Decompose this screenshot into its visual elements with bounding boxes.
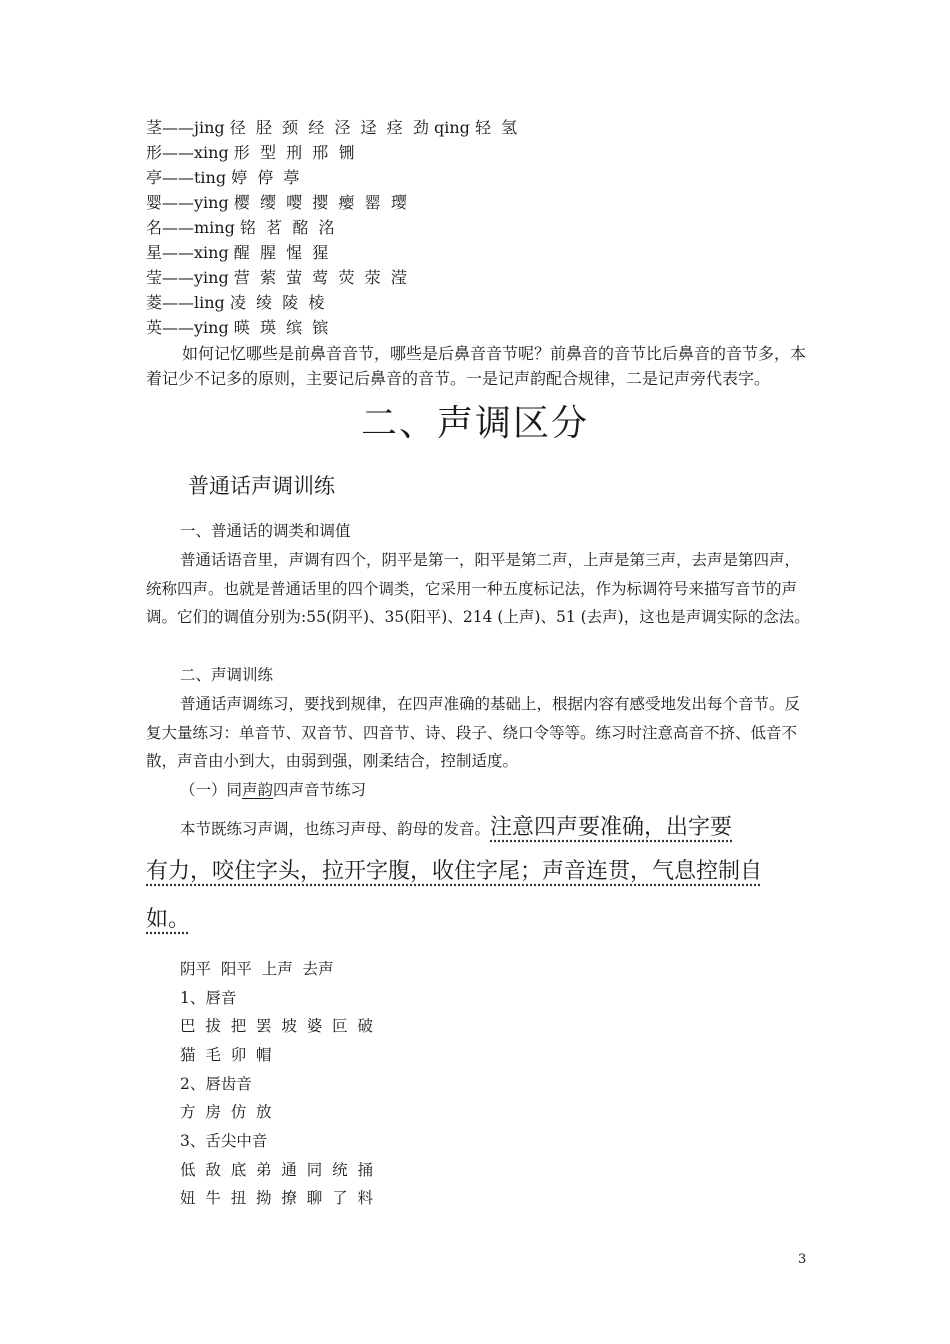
- char-list-line: 茎——jing 径 胫 颈 经 泾 迳 痉 劲 qing 轻 氢: [146, 118, 518, 137]
- char-list-line: 亭——ting 婷 停 葶: [146, 168, 300, 187]
- group-row: 巴 拔 把 罢 坡 婆 叵 破: [180, 1017, 373, 1035]
- intro-paragraph: 如何记忆哪些是前鼻音音节，哪些是后鼻音音节呢？前鼻音的音节比后鼻音的音节多，本着记少不记多的原则，主要记后鼻音的音节。一是记声韵配合规律，二是记声旁代表字。: [146, 344, 807, 388]
- char-list-line: 英——ying 暎 瑛 缤 镔: [146, 318, 329, 337]
- char-list-line: 名——ming 铭 茗 酩 洺: [146, 218, 335, 237]
- section-title: 二、声调区分: [360, 403, 589, 444]
- group-label: 3、舌尖中音: [180, 1132, 268, 1150]
- group-row: 方 房 仿 放: [180, 1103, 272, 1121]
- exercise-intro-line2: [146, 848, 810, 896]
- tone-header: 阴平 阳平 上声 去声: [180, 960, 334, 978]
- exercise-intro-small: 本节既练习声调，也练习声母、韵母的发音。: [180, 820, 491, 838]
- subsection-title: 普通话声调训练: [188, 474, 335, 498]
- page-number: 3: [798, 1252, 807, 1267]
- char-list-line: 星——xing 醒 腥 惺 猩: [146, 243, 329, 262]
- group-row: 低 敌 底 弟 通 同 统 捅: [180, 1161, 373, 1179]
- exercise-heading-pre: （一）同: [180, 781, 243, 799]
- exercise-heading-link[interactable]: 声韵: [242, 781, 274, 799]
- group-label: 2、唇齿音: [180, 1075, 252, 1093]
- exercise-intro-big: 如。: [146, 907, 191, 932]
- part1-heading: 一、普通话的调类和调值: [180, 522, 351, 540]
- exercise-heading: [180, 779, 366, 801]
- exercise-intro-line3: [146, 896, 810, 944]
- exercise-intro-big: 注意四声要准确，出字要: [490, 815, 733, 840]
- part1-paragraph: 普通话语音里，声调有四个，阴平是第一，阳平是第二声，上声是第三声，去声是第四声，统称四声。也就是普通话里的四个调类，它采用一种五度标记法，作为标调符号来描写音节的声调。它们的调值分别为:55(阴平)、35(阳平)、214 (上声)、51 (去声)，这也是声调实际的念法。: [146, 551, 810, 626]
- group-row: 妞 牛 扭 拗 撩 聊 了 料: [180, 1189, 373, 1207]
- char-list-line: 婴——ying 樱 缨 嘤 撄 瘿 罂 璎: [146, 193, 407, 212]
- part2-heading: 二、声调训练: [180, 666, 274, 684]
- group-row: 猫 毛 卯 帽: [180, 1046, 272, 1064]
- char-list-line: 形——xing 形 型 刑 邢 铏: [146, 143, 355, 162]
- char-list-line: 莹——ying 营 萦 萤 莺 荧 荥 滢: [146, 268, 407, 287]
- char-list-line: 菱——ling 凌 绫 陵 棱: [146, 293, 325, 312]
- exercise-intro-line1: [180, 808, 732, 849]
- exercise-intro-big: 有力，咬住字头，拉开字腹，收住字尾；声音连贯，气息控制自: [146, 859, 763, 884]
- group-label: 1、唇音: [180, 989, 237, 1007]
- exercise-heading-post: 四声音节练习: [273, 781, 367, 799]
- part2-paragraph: 普通话声调练习，要找到规律，在四声准确的基础上，根据内容有感受地发出每个音节。反复大量练习：单音节、双音节、四音节、诗、段子、绕口令等等。练习时注意高音不挤、低音不散，声音由小到大，由弱到强，刚柔结合，控制适度。: [146, 695, 801, 770]
